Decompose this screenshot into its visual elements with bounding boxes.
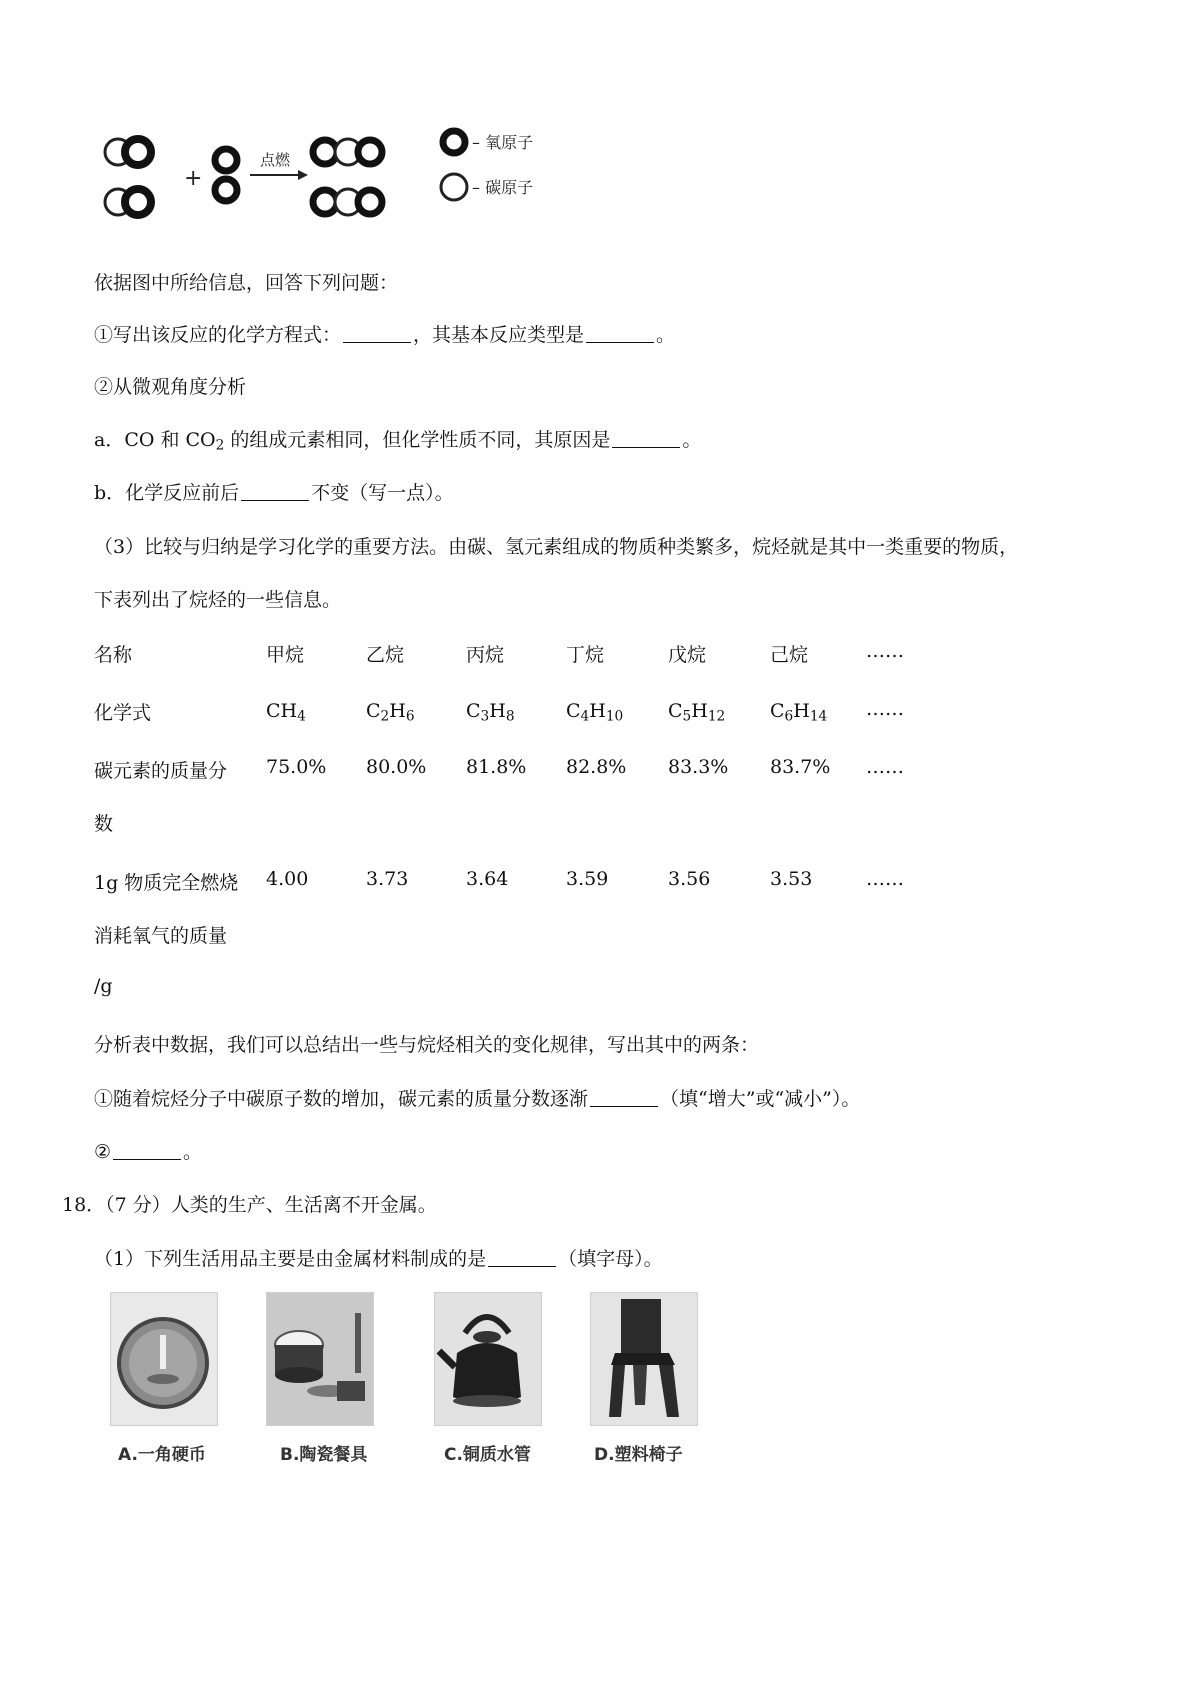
answer-blank[interactable] <box>343 323 411 343</box>
table-cell: 75.0% <box>266 756 327 778</box>
answer-blank[interactable] <box>590 1087 658 1107</box>
co2-molecule-bottom <box>313 189 382 215</box>
question-intro: 依据图中所给信息，回答下列问题： <box>94 272 399 294</box>
formula-sub: 14 <box>809 708 828 725</box>
formula-sub: 5 <box>682 708 692 725</box>
question-micro: ②从微观角度分析 <box>94 376 247 398</box>
table-cell: 83.7% <box>770 756 831 778</box>
option-c-caption: C.铜质水管 <box>444 1445 531 1465</box>
formula-sub: 6 <box>784 708 794 725</box>
rule-1-text-b: （填“增大”或“减小”）。 <box>660 1088 861 1110</box>
formula-sub: 8 <box>505 708 515 725</box>
formula-sub: 10 <box>605 708 624 725</box>
table-cell: 戊烷 <box>668 644 707 666</box>
question-equation <box>94 320 675 347</box>
copper-kettle-image <box>434 1292 542 1426</box>
question-18: 18．（7 分）人类的生产、生活离不开金属。 <box>62 1194 437 1216</box>
formula-sub: 6 <box>405 708 415 725</box>
formula-part: H <box>389 700 406 722</box>
formula-sub: 4 <box>580 708 590 725</box>
formula-sub: 4 <box>297 708 306 725</box>
analysis-text: 分析表中数据，我们可以总结出一些与烷烃相关的变化规律，写出其中的两条： <box>94 1034 760 1056</box>
formula-part: C <box>366 700 381 722</box>
plastic-chair-image <box>590 1292 698 1426</box>
formula-part: H <box>489 700 506 722</box>
co-molecule-top <box>105 139 151 165</box>
formula-part: H <box>691 700 708 722</box>
question-a-text-c: 。 <box>682 429 702 451</box>
arrow-label: 点燃 <box>260 151 291 169</box>
question-18-1 <box>94 1244 663 1271</box>
table-cell: 82.8% <box>566 756 627 778</box>
answer-blank[interactable] <box>241 481 309 501</box>
table-cell: 甲烷 <box>266 644 305 666</box>
formula-part: C <box>566 700 581 722</box>
co-molecule-bottom <box>105 189 151 215</box>
formula-sub: 3 <box>480 708 490 725</box>
o2-molecule <box>215 149 237 201</box>
option-b-caption: B.陶瓷餐具 <box>280 1445 368 1465</box>
formula-part: C <box>668 700 683 722</box>
question-3-line1: （3）比较与归纳是学习化学的重要方法。由碳、氢元素组成的物质种类繁多，烷烃就是其中一类重要的物质， <box>94 536 1019 558</box>
table-cell: …… <box>866 756 904 778</box>
question-a <box>94 425 701 452</box>
table-cell: 3.64 <box>466 868 509 890</box>
legend-oxygen-label: – 氧原子 <box>472 133 534 152</box>
table-cell: 3.56 <box>668 868 711 890</box>
legend-carbon-label: – 碳原子 <box>472 178 534 197</box>
table-cell: 83.3% <box>668 756 729 778</box>
formula-ethane <box>366 700 415 725</box>
table-cell: …… <box>866 698 904 720</box>
question-b <box>94 478 454 505</box>
legend-carbon <box>441 174 533 200</box>
coin-image <box>110 1292 218 1426</box>
formula-sub: 12 <box>707 708 726 725</box>
row-label-oxygen-3: /g <box>94 975 113 997</box>
rule-2 <box>94 1137 202 1164</box>
row-label-carbon-2: 数 <box>94 813 114 835</box>
formula-part: C <box>770 700 785 722</box>
formula-part: C <box>466 700 481 722</box>
formula-part: H <box>793 700 810 722</box>
row-label-oxygen-2: 消耗氧气的质量 <box>94 925 228 947</box>
table-cell: 3.59 <box>566 868 609 890</box>
option-a-caption: A.一角硬币 <box>118 1445 206 1465</box>
plus-sign: + <box>184 166 203 191</box>
formula-hexane <box>770 700 828 725</box>
answer-blank[interactable] <box>612 428 680 448</box>
formula-part: H <box>589 700 606 722</box>
formula-pentane <box>668 700 726 725</box>
option-d-caption: D.塑料椅子 <box>594 1445 683 1465</box>
answer-blank[interactable] <box>113 1140 181 1160</box>
table-cell: 81.8% <box>466 756 527 778</box>
table-cell: 丙烷 <box>466 644 505 666</box>
table-cell: 4.00 <box>266 868 309 890</box>
formula-sub: 2 <box>380 708 390 725</box>
formula-part: CH <box>266 700 298 722</box>
rule-2-text-b: 。 <box>183 1141 203 1163</box>
table-cell: 3.53 <box>770 868 813 890</box>
table-cell: 3.73 <box>366 868 409 890</box>
question-b-text-a: b．化学反应前后 <box>94 482 240 504</box>
co2-molecule-top <box>313 139 382 165</box>
table-cell: 80.0% <box>366 756 427 778</box>
table-cell: 己烷 <box>770 644 809 666</box>
question-b-text-b: 不变（写一点）。 <box>311 482 454 504</box>
question-equation-text-b: ，其基本反应类型是 <box>413 324 585 346</box>
question-a-text-b: 的组成元素相同，但化学性质不同，其原因是 <box>224 429 611 451</box>
question-equation-text-c: 。 <box>656 324 676 346</box>
formula-butane <box>566 700 624 725</box>
rule-1 <box>94 1084 860 1111</box>
row-label-name: 名称 <box>94 644 133 666</box>
formula-methane <box>266 700 306 725</box>
rule-1-text-a: ①随着烷烃分子中碳原子数的增加，碳元素的质量分数逐渐 <box>94 1088 589 1110</box>
row-label-formula: 化学式 <box>94 702 152 724</box>
question-18-1-text-a: （1）下列生活用品主要是由金属材料制成的是 <box>94 1248 487 1270</box>
answer-blank[interactable] <box>488 1247 556 1267</box>
question-3-line2: 下表列出了烷烃的一些信息。 <box>94 589 342 611</box>
question-a-text-a: a．CO 和 CO <box>94 429 216 451</box>
ceramic-tableware-image <box>266 1292 374 1426</box>
legend-oxygen <box>443 131 533 153</box>
table-cell: …… <box>866 640 904 662</box>
question-18-1-text-b: （填字母）。 <box>558 1248 663 1270</box>
table-cell: …… <box>866 868 904 890</box>
answer-blank[interactable] <box>586 323 654 343</box>
row-label-carbon-1: 碳元素的质量分 <box>94 760 228 782</box>
question-a-sub: 2 <box>215 437 225 454</box>
table-cell: 丁烷 <box>566 644 605 666</box>
formula-propane <box>466 700 515 725</box>
reaction-diagram <box>100 120 620 230</box>
row-label-oxygen-1: 1g 物质完全燃烧 <box>94 872 239 894</box>
rule-2-text-a: ② <box>94 1141 112 1163</box>
table-cell: 乙烷 <box>366 644 405 666</box>
question-equation-text-a: ①写出该反应的化学方程式： <box>94 324 342 346</box>
